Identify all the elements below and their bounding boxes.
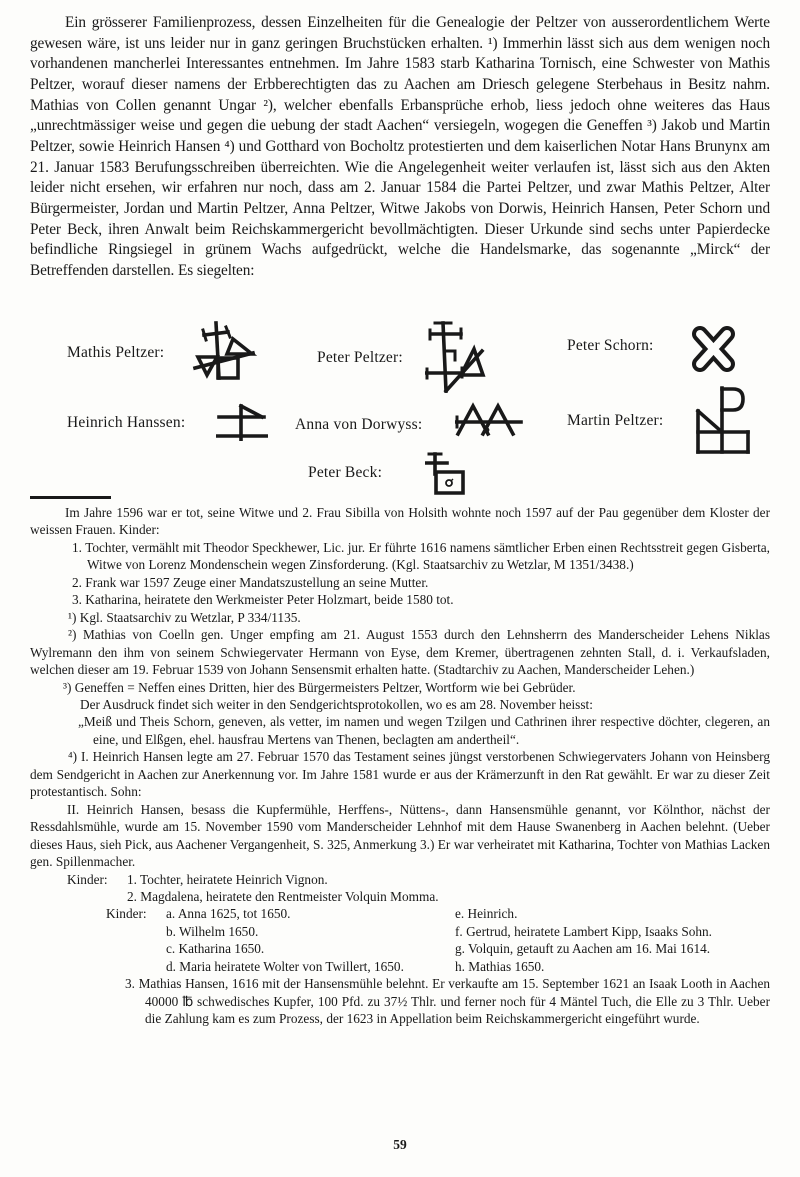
grandchild-h: h. Mathias 1650. <box>455 958 545 974</box>
mathis-peltzer-mark-icon <box>192 321 258 381</box>
footnote-2: ²) Mathias von Coelln gen. Unger empfing am 21. August 1553 durch den Lehnsherrn des Manderscheider Lehens Niklas Wylremann den ihm von seinem Schwiegervater Hermann von Eyse, dem Kremer, übertragenen zehnten Stall, d. i. Verkaufsladen, welchen dieser am 19. Februar 1539 von Johann Sensensmit erhalten hatte. (Stadtarchiv zu Aachen, Manderscheider Lehen.) <box>30 627 770 678</box>
peter-beck-mark-icon <box>425 452 465 495</box>
grandchild-f: f. Gertrud, heiratete Lambert Kipp, Isaaks Sohn. <box>455 923 712 939</box>
footnote-intro: Im Jahre 1596 war er tot, seine Witwe und 2. Frau Sibilla von Holsith wohnte noch 1597 auf der Pau gegenüber dem Kloster der weissen Frauen. Kinder: <box>30 505 770 538</box>
footnote-child-3: 3. Katharina, heiratete den Werkmeister Peter Holzmart, beide 1580 tot. <box>72 592 454 608</box>
child-item-3: 3. Mathias Hansen, 1616 mit der Hansensmühle belehnt. Er verkaufte am 15. September 1621 an Isaak Looth in Aachen 40000 ℔ schwedisches Kupfer, 100 Pfd. zu 37½ Thlr. und ferner noch für 4 Mäntel Tuch, die Elle zu 3 Thlr. Ueber die Zahlung kam es zum Prozess, der 1623 in Appellation beim Reichskammergericht eingeführt wurde. <box>125 976 770 1027</box>
footnote-child-2: 2. Frank war 1597 Zeuge einer Mandatszustellung an seine Mutter. <box>72 574 429 590</box>
seal-label-peter-peltzer: Peter Peltzer: <box>317 349 403 366</box>
grandchild-d: d. Maria heiratete Wolter von Twillert, 1650. <box>166 958 404 974</box>
footnote-rule <box>30 496 111 499</box>
footnote-section <box>30 504 770 1028</box>
footnote-3-line1: ³) Geneffen = Neffen eines Dritten, hier des Bürgermeisters Peltzer, Wortform wie bei Gebrüder. <box>63 679 576 695</box>
child-item-1: 1. Tochter, heiratete Heinrich Vignon. <box>127 871 328 887</box>
grandchildren-label: Kinder: <box>106 906 147 922</box>
seal-label-heinrich-hanssen: Heinrich Hanssen: <box>67 414 186 431</box>
grandchildren-list <box>106 905 770 975</box>
peter-schorn-mark-icon <box>687 323 739 375</box>
children-label: Kinder: <box>67 871 108 887</box>
main-paragraph: Ein grösserer Familienprozess, dessen Einzelheiten für die Genealogie der Peltzer von ausserordentlichem Werte gewesen wäre, ist uns leider nur in ganz geringen Bruchstücken erhalten. ¹) Immerhin lässt sich aus dem wenigen noch vorhandenen mancherlei Interessantes entnehmen. Im Jahre 1583 starb Katharina Tornisch, eine Schwester von Mathis Peltzer, worauf dieser namens der Erbberechtigten das zu Aachen am Driesch gelegene Sterbehaus in Besitz nahm. Mathias von Collen genannt Ungar ²), welcher ebenfalls Erbansprüche erhob, liess jedoch ohne weiteres das Haus „unrechtmässiger weise und gegen die uebung der stadt Aachen“ versiegeln, wogegen die Geneffen ³) Jakob und Martin Peltzer, sowie Heinrich Hansen ⁴) und Gotthard von Bocholtz protestierten und dem kaiserlichen Notar Hans Brunynx am 21. Januar 1583 Berufungsschreiben überreichten. Wie die Angelegenheit weiter verlaufen ist, lässt sich aus den Akten leider nicht ersehen, wir erfahren nur noch, dass am 2. Januar 1584 die Partei Peltzer, und zwar Mathis Peltzer, Alter Bürgermeister, Jordan und Martin Peltzer, Anna Peltzer, Witwe Jakobs von Dorwis, Heinrich Hansen, Peter Schorn und Peter Beck, ihren Anwalt beim Reichskammergericht bevollmächtigten. Dieser Urkunde sind sechs unter Papierdecke befindliche Ringsiegel in grünem Wachs aufgedrückt, welche die Handelsmarke, das sogenannte „Mirck“ der Betreffenden darstellen. Es siegelten: <box>30 14 770 279</box>
grandchild-a: a. Anna 1625, tot 1650. <box>166 906 291 922</box>
page-number: 59 <box>393 1137 407 1152</box>
footnote-3-quote: „Meiß und Theis Schorn, geneven, als vetter, im namen und wegen Tzilgen und Cathrinen ihrer respective döchter, clegeren, an eine, und Elßgen, ehel. hausfrau Mertens van Thenen, beclagten am andertheil“. <box>78 714 770 747</box>
footnote-4-para2: II. Heinrich Hansen, besass die Kupfermühle, Herffens-, Nüttens-, dann Hansensmühle genannt, vor Kölnthor, nächst der Ressdahlsmühle, wurde am 15. November 1590 vom Manderscheider Lehnhof mit dem Hause Swanenberg in Aachen belehnt. (Ueber dieses Haus, sieh Pick, aus Aachener Vergangenheit, S. 325, Anmerkung 3.) Er war verheiratet mit Katharina, Tochter von Mathias Lacken gen. Spillenmacher. <box>30 801 770 870</box>
child-item-2: 2. Magdalena, heiratete den Rentmeister Volquin Momma. <box>127 888 439 904</box>
seal-label-peter-schorn: Peter Schorn: <box>567 337 654 354</box>
grandchild-c: c. Katharina 1650. <box>166 941 265 957</box>
footnote-4-para1: ⁴) I. Heinrich Hansen legte am 27. Februar 1570 das Testament seines jüngst verstorbenen Schwiegervaters Johann von Heinsberg dem Sendgericht in Aachen zur Anerkennung vor. Im Jahre 1581 wurde er aus der Krämerzunft in den Rat gewählt. Er war zu dieser Zeit protestantisch. Sohn: <box>30 749 770 800</box>
seal-label-peter-beck: Peter Beck: <box>308 464 383 481</box>
peter-peltzer-mark-icon <box>425 321 487 393</box>
martin-peltzer-mark-icon <box>695 386 752 454</box>
heinrich-hanssen-mark-icon <box>216 403 268 441</box>
footnote-child-1: 1. Tochter, vermählt mit Theodor Speckhewer, Lic. jur. Er führte 1616 namens sämtlicher Erben einen Rechtsstreit gegen Gisberta, Witwe von Lorenz Mondenschein wegen Zinsforderung. (Kgl. Staatsarchiv zu Wetzlar, M 1351/3438.) <box>72 539 770 573</box>
grandchild-g: g. Volquin, getauft zu Aachen am 16. Mai 1614. <box>455 941 711 957</box>
grandchild-b: b. Wilhelm 1650. <box>166 923 259 939</box>
footnote-1: ¹) Kgl. Staatsarchiv zu Wetzlar, P 334/1135. <box>68 609 301 625</box>
seal-label-mathis-peltzer: Mathis Peltzer: <box>67 344 165 361</box>
footnote-3-line2: Der Ausdruck findet sich weiter in den Sendgerichtsprotokollen, wo es am 28. November heisst: <box>80 696 593 712</box>
seal-label-anna-von-dorwyss: Anna von Dorwyss: <box>295 416 423 433</box>
grandchild-e: e. Heinrich. <box>455 906 518 922</box>
children-list <box>67 871 770 906</box>
seal-label-martin-peltzer: Martin Peltzer: <box>567 412 664 429</box>
anna-von-dorwyss-mark-icon <box>455 402 523 437</box>
